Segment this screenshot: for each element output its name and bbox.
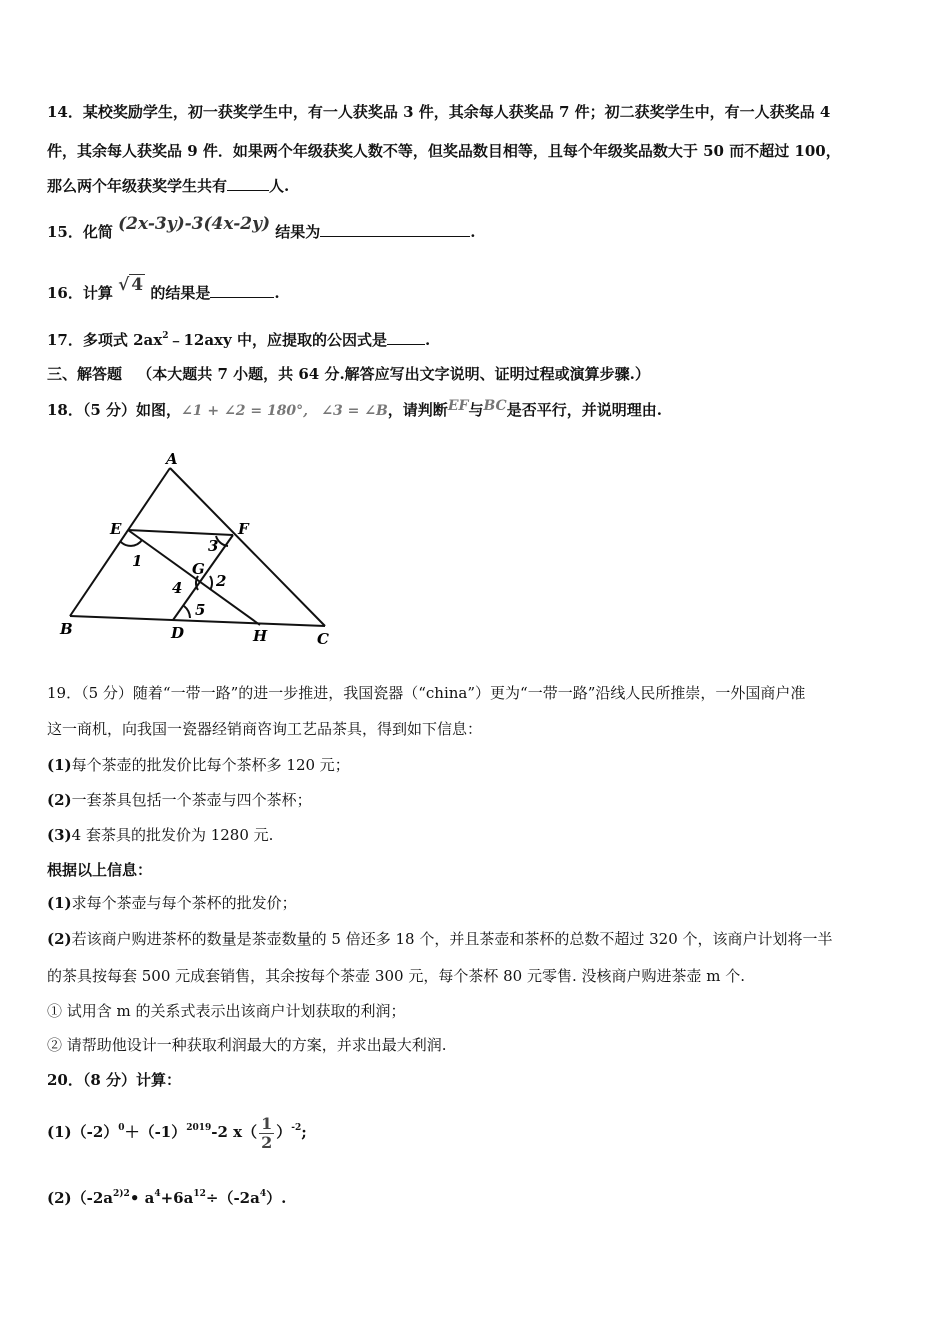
q15 [47,214,900,242]
q20-p1-b: ＋（-1） [124,1123,187,1141]
q20-p2-a: (2)（-2a [47,1189,114,1207]
q17-exponent: 2 [162,331,169,341]
q20-p1-b-exp: 2019 [186,1123,212,1133]
q20-p2-b-exp: 4 [154,1189,161,1199]
angle-5-arc [184,606,190,618]
q15-end: . [470,223,476,241]
q17-prefix: 17．多项式 2ax [47,331,163,349]
q15-expression: (2x-3y)-3(4x-2y) [118,214,271,234]
q19-line-1: 19．（5 分）随着“一带一路”的进一步推进，我国瓷器（“china”）更为“一带一路”沿线人民所推崇，一外国商户准 [47,684,806,702]
q19-ask-1-label: (1) [47,894,72,912]
q20-p1-d: ） [276,1123,292,1141]
q19-info-1-label: (1) [47,756,72,774]
q20-p2-d-exp: 4 [259,1189,267,1199]
q16-prefix: 16．计算 [47,284,113,302]
q19-sub-1: ① 试用含 m 的关系式表示出该商户计划获取的利润； [47,1002,406,1020]
segment-ef [128,530,233,535]
q19-info-3-text: 4 套茶具的批发价为 1280 元. [71,826,274,844]
angle-3-label: 3 [208,537,219,555]
q14-line-1: 14．某校奖励学生，初一获奖学生中，有一人获奖品 3 件，其余每人获奖品 7 件；初二获奖学生中，有一人获奖品 4 [47,103,831,121]
q18-prefix: 18．（5 分）如图， [47,401,182,419]
q20-p1-c: -2 x（ [211,1123,258,1141]
q18-condition-2: ∠3 = ∠B [321,403,388,419]
q20-p2-d: ÷（-2a [205,1189,260,1207]
q17-end: . [424,331,431,349]
q19-info-2-text: 一套茶具包括一个茶壶与四个茶杯； [71,791,312,809]
q20-p2-end: ）. [266,1189,287,1207]
label-f: F [238,520,249,538]
angle-5-label: 5 [195,601,206,619]
q20-p1-denominator: 2 [261,1132,273,1152]
q20-p1-numerator: 1 [261,1113,273,1133]
angle-1-label: 1 [132,552,143,570]
q20-p2-a-exp: 2)2 [113,1189,130,1199]
q18-bc: BC [483,398,507,414]
angle-2-label: 2 [216,572,227,590]
q14-line-3-end: 人. [269,177,290,195]
q14-answer-blank [227,176,269,191]
section-3-heading [47,364,900,384]
q19-ask-1 [47,893,900,913]
label-c: C [317,630,329,648]
q16-radicand: 4 [131,275,144,295]
q20-part-1 [47,1112,900,1152]
segment-ac [170,468,325,626]
q16 [47,275,900,303]
q19-info-1 [47,755,900,775]
angle-4-label: 4 [172,579,183,597]
q15-prefix: 15．化简 [47,223,113,241]
q19-sub-2: ② 请帮助他设计一种获取利润最大的方案，并求出最大利润. [47,1036,447,1054]
geometry-figure [50,448,350,653]
q15-suffix: 结果为 [275,223,321,241]
angle-4-arc [196,576,198,590]
q14-line-3 [47,176,900,196]
q19-ask-2-line-2: 的茶具按每套 500 元成套销售，其余按每个茶壶 300 元，每个茶杯 80 元零售. 没核商户购进茶壶 m 个. [47,967,746,985]
q16-answer-blank [210,283,274,298]
q19-ask-1-text: 求每个茶壶与每个茶杯的批发价； [71,894,297,912]
q18-with: 与 [468,401,484,419]
q20-part-2 [47,1188,900,1208]
q20-p2-c: +6a [160,1189,194,1207]
q20-p1-a: (1)（-2） [47,1123,119,1141]
q20-p2-b: • a [129,1189,155,1207]
q19-info-1-text: 每个茶壶的批发价比每个茶杯多 120 元； [71,756,350,774]
q18 [47,400,900,421]
q20-p1-end: ; [301,1123,307,1141]
q20-p1-a-exp: 0 [118,1123,125,1133]
q20-title: 20．（8 分）计算： [47,1071,182,1089]
section-3-title: 三、解答题 [47,365,123,383]
angle-1-arc [120,540,142,546]
q19-line-2: 这一商机，向我国一瓷器经销商咨询工艺品茶具，得到如下信息： [47,720,483,738]
q17 [47,330,900,350]
q18-mid: ，请判断 [387,401,448,419]
q16-radical-sign: √ [118,275,130,295]
q20-p2-c-exp: 12 [193,1189,206,1199]
q14-line-3-text: 那么两个年级获奖学生共有 [47,177,228,195]
q17-answer-blank [387,330,425,345]
q19-ask-2-line-1 [47,929,900,949]
section-3-note: （本大题共 7 小题，共 64 分.解答应写出文字说明、证明过程或演算步骤.） [137,365,650,383]
q19-info-3-label: (3) [47,826,72,844]
label-e: E [110,520,122,538]
q20-p1-fraction [259,1115,274,1152]
label-h: H [253,627,268,645]
q19-info-2 [47,790,900,810]
q16-radical [118,275,145,295]
q19-info-3 [47,825,900,845]
q18-condition-1: ∠1 + ∠2 = 180°, [181,403,309,419]
q18-ef: EF [447,398,469,414]
q17-suffix: ﹣12axy 中，应提取的公因式是 [168,331,387,349]
q14-line-2: 件，其余每人获奖品 9 件．如果两个年级获奖人数不等，但奖品数目相等，且每个年级奖品数大于 50 而不超过 100， [47,142,841,160]
q19-info-2-label: (2) [47,791,72,809]
label-b: B [60,620,73,638]
label-g: G [192,560,205,578]
label-a: A [166,450,178,468]
q20-p1-d-exp: -2 [291,1123,302,1133]
angle-2-arc [210,576,212,590]
q16-end: . [274,284,280,302]
q19-ask-2-label: (2) [47,930,72,948]
q15-answer-blank [320,222,470,237]
q18-suffix: 是否平行，并说明理由. [506,401,662,419]
q16-suffix: 的结果是 [150,284,211,302]
q19-ask-2-text-1: 若该商户购进茶杯的数量是茶壶数量的 5 倍还多 18 个，并且茶壶和茶杯的总数不超过 320 个，该商户计划将一半 [71,930,833,948]
q19-basis: 根据以上信息： [47,861,153,879]
label-d: D [171,624,185,642]
